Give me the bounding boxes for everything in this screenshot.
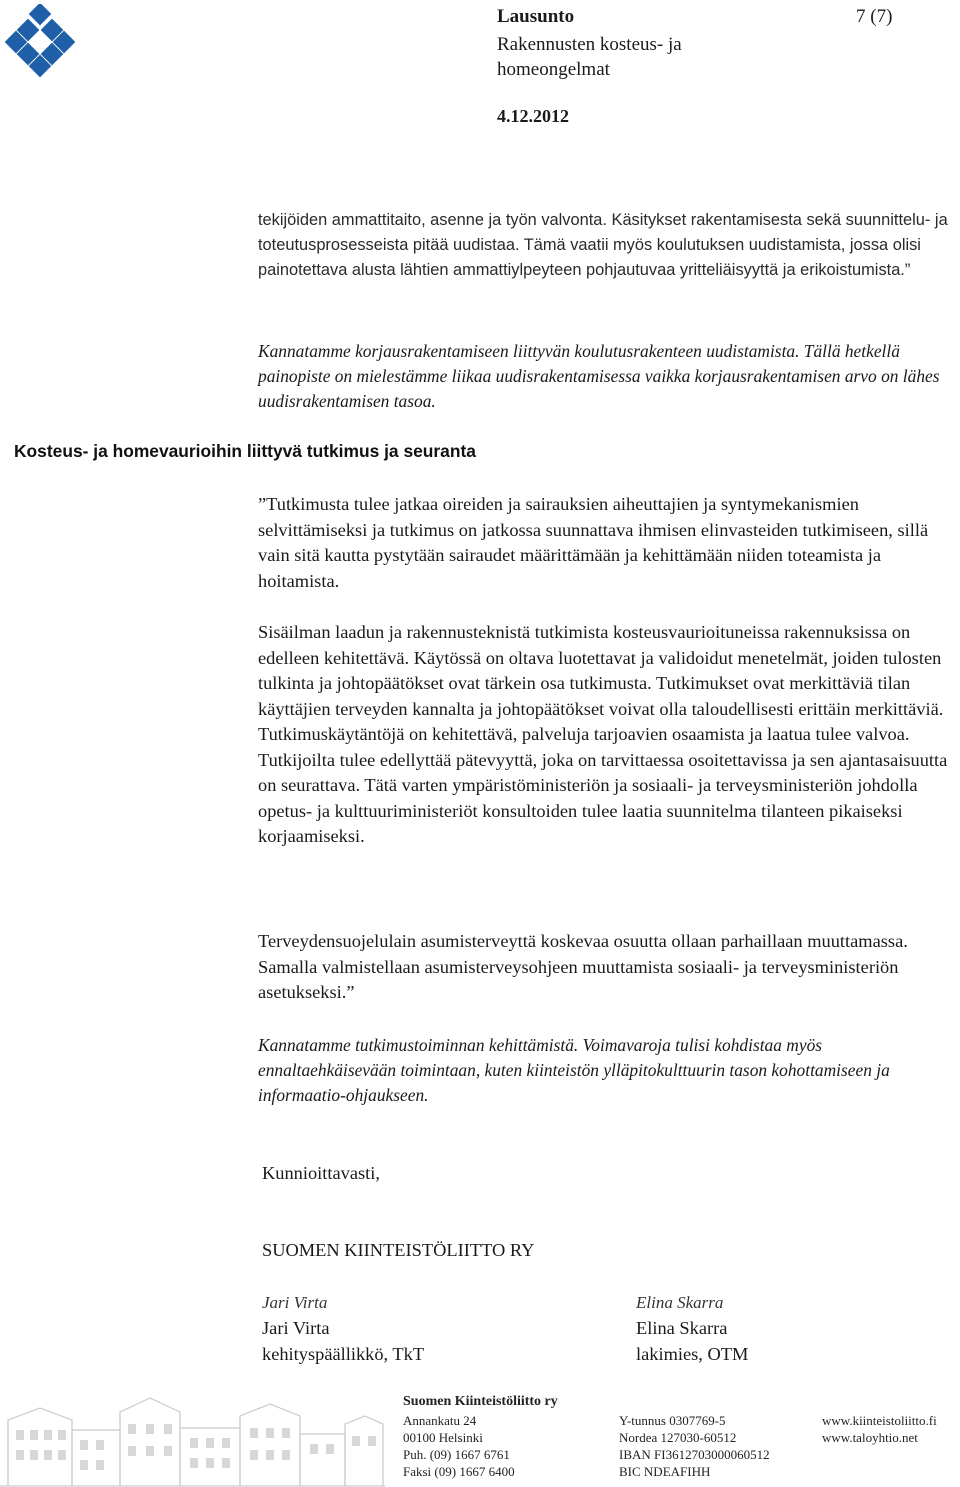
footer-web-block xyxy=(822,1412,937,1446)
document-subject: Rakennusten kosteus- ja homeongelmat xyxy=(497,34,682,80)
building-illustration xyxy=(0,1390,385,1487)
paragraph-research-quote: ”Tutkimusta tulee jatkaa oireiden ja sairauksien aiheuttajien ja syntymekanismien selvittämiseksi ja tutkimus on jatkossa suunnattava ihmisen elinvasteiden tutkimiseen, sillä vain sitä kautta pystytään sairaudet määrittämään ja kehittämään niiden toteamista ja hoitamista. xyxy=(258,494,929,591)
diamond-logo-icon xyxy=(4,4,80,80)
signature-elina-skarra: Elina Skarra xyxy=(636,1293,724,1312)
footer-street: Annankatu 24 xyxy=(403,1413,477,1428)
document-type: Lausunto xyxy=(497,6,575,27)
footer-website-link[interactable]: www.kiinteistoliitto.fi xyxy=(822,1413,937,1428)
organization-name: SUOMEN KIINTEISTÖLIITTO RY xyxy=(262,1240,535,1260)
footer-phone: Puh. (09) 1667 6761 xyxy=(403,1447,510,1462)
paragraph-opinion-education: Kannatamme korjausrakentamiseen liittyvän koulutusrakenteen uudistamista. Tällä hetkellä painopiste on mielestämme liikaa uudisrakentamisessa vaikka korjausrakentamisen arvo on lähes uudisrakentamisen tasoa. xyxy=(258,341,940,411)
footer-org-name: Suomen Kiinteistöliitto ry xyxy=(403,1394,558,1409)
signer-title: lakimies, OTM xyxy=(636,1344,749,1364)
footer-website-link[interactable]: www.taloyhtio.net xyxy=(822,1430,918,1445)
footer-business-id: Y-tunnus 0307769-5 xyxy=(619,1413,726,1428)
paragraph-quote-end: tekijöiden ammattitaito, asenne ja työn valvonta. Käsitykset rakentamisesta sekä suunnittelu- ja toteutusprosesseista pitää uudistaa. Tämä vaatii myös koulutuksen uudistamista, jossa olisi painotettava alusta lähtien ammattiylpeyteen pohjautuvaa yritteliäisyyttä ja erikoistumista.” xyxy=(258,211,948,279)
footer-iban: IBAN FI3612703000060512 xyxy=(619,1447,770,1462)
footer-address-block xyxy=(403,1412,515,1480)
section-heading: Kosteus- ja homevaurioihin liittyvä tutkimus ja seuranta xyxy=(14,441,476,461)
signature-jari-virta: Jari Virta xyxy=(262,1293,328,1312)
page-number: 7 (7) xyxy=(856,6,893,27)
footer-bic: BIC NDEAFIHH xyxy=(619,1464,711,1479)
footer-bank-account: Nordea 127030-60512 xyxy=(619,1430,737,1445)
paragraph-health-law: Terveydensuojelulain asumisterveyttä koskevaa osuutta ollaan parhaillaan muuttamassa. Samalla valmistellaan asumisterveysohjeen muuttamista sosiaali- ja terveysministeriön asetukseksi.” xyxy=(258,931,908,1002)
signer-name: Jari Virta xyxy=(262,1318,330,1338)
signer-title: kehityspäällikkö, TkT xyxy=(262,1344,425,1364)
closing-greeting: Kunnioittavasti, xyxy=(262,1163,380,1183)
signer-name: Elina Skarra xyxy=(636,1318,728,1338)
paragraph-indoor-air: Sisäilman laadun ja rakennusteknistä tutkimista kosteusvaurioituneissa rakennuksissa on edelleen kehitettävä. Käytössä on oltava luotettavat ja validoidut menetelmät, joiden tulosten tulkinta ja johtopäätökset ovat tärkein osa tutkimusta. Tutkimukset ovat merkittäviä tilan käyttäjien terveyden kannalta ja johtopäätökset voivat olla taloudellisesti erittäin merkittäviä. Tutkimuskäytäntöjä on kehitettävä, palveluja tarjoavien osaamista ja laatua tulee valvoa. Tutkijoilta tulee edellyttää pätevyyttä, joka on tarvittaessa osoitettavissa ja sen ajantasaisuutta on seurattava. Tätä varten ympäristöministeriön ja sosiaali- ja terveysministeriön johdolla opetus- ja kulttuuriministeriöt konsultoiden tulee laatia suunnitelma tilanteen pikaiseksi korjaamiseksi. xyxy=(258,622,948,846)
footer-postal: 00100 Helsinki xyxy=(403,1430,483,1445)
footer-bank-block xyxy=(619,1412,770,1480)
document-date: 4.12.2012 xyxy=(497,106,569,126)
footer-fax: Faksi (09) 1667 6400 xyxy=(403,1464,515,1479)
paragraph-opinion-research: Kannatamme tutkimustoiminnan kehittämistä. Voimavaroja tulisi kohdistaa myös ennaltaehkäisevään toimintaan, kuten kiinteistön ylläpitokulttuurin tason kohottamiseen ja informaatio-ohjaukseen. xyxy=(258,1035,890,1105)
